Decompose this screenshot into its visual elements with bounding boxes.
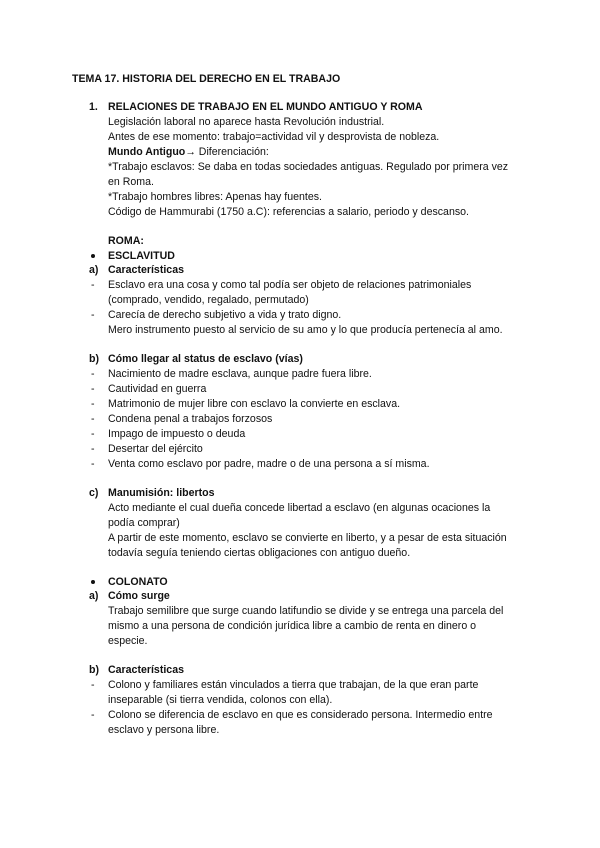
paragraph-line: A partir de este momento, esclavo se convierte en liberto, y a pesar de esta situación <box>108 532 507 544</box>
esclavitud-title: ESCLAVITUD <box>108 250 175 262</box>
dash-marker: - <box>91 413 95 425</box>
list-item: Matrimonio de mujer libre con esclavo la convierte en esclava. <box>108 398 401 410</box>
list-item-line: Colono se diferencia de esclavo en que es considerado persona. Intermedio entre <box>108 709 493 721</box>
section-number: 1. <box>89 101 98 113</box>
dash-marker: - <box>91 679 95 691</box>
list-marker: b) <box>89 353 99 365</box>
list-item-line: esclavo y persona libre. <box>108 724 220 736</box>
paragraph-line: Acto mediante el cual dueña concede libertad a esclavo (en algunas ocaciones la <box>108 502 491 514</box>
roma-heading: ROMA: <box>108 235 144 247</box>
paragraph-line: podía comprar) <box>108 517 180 529</box>
dash-marker: - <box>91 443 95 455</box>
dash-marker: - <box>91 428 95 440</box>
list-marker: a) <box>89 590 99 602</box>
dash-marker: - <box>91 458 95 470</box>
section-heading: RELACIONES DE TRABAJO EN EL MUNDO ANTIGUO Y ROMA <box>108 101 423 113</box>
mundo-antiguo-rest: → Diferenciación: <box>185 146 269 158</box>
bullet-dot <box>91 254 95 258</box>
list-item: Cautividad en guerra <box>108 383 207 395</box>
subsection-title: Características <box>108 664 184 676</box>
paragraph-line: Antes de ese momento: trabajo=actividad vil y desprovista de nobleza. <box>108 131 440 143</box>
paragraph-line: Código de Hammurabi (1750 a.C): referencias a salario, periodo y descanso. <box>108 206 469 218</box>
list-marker: c) <box>89 487 99 499</box>
list-item-line: inseparable (si tierra vendida, colonos con ella). <box>108 694 333 706</box>
dash-marker: - <box>91 279 95 291</box>
list-item-line: (comprado, vendido, regalado, permutado) <box>108 294 309 306</box>
list-marker: b) <box>89 664 99 676</box>
page-title: TEMA 17. HISTORIA DEL DERECHO EN EL TRABAJO <box>72 73 341 85</box>
colonato-title: COLONATO <box>108 576 168 588</box>
subsection-title: Cómo llegar al status de esclavo (vías) <box>108 353 303 365</box>
dash-marker: - <box>91 398 95 410</box>
paragraph-line: Legislación laboral no aparece hasta Revolución industrial. <box>108 116 385 128</box>
list-item: Condena penal a trabajos forzosos <box>108 413 273 425</box>
paragraph-line: en Roma. <box>108 176 154 188</box>
dash-marker: - <box>91 368 95 380</box>
dash-marker: - <box>91 383 95 395</box>
paragraph-line: especie. <box>108 635 148 647</box>
list-item: Impago de impuesto o deuda <box>108 428 246 440</box>
mundo-antiguo-label: Mundo Antiguo <box>108 146 186 158</box>
paragraph-line: mismo a una persona de condición jurídica libre a cambio de renta en dinero o <box>108 620 477 632</box>
list-item-line: Esclavo era una cosa y como tal podía ser objeto de relaciones patrimoniales <box>108 279 472 291</box>
list-item-line: Mero instrumento puesto al servicio de su amo y lo que producía pertenecía al amo. <box>108 324 503 336</box>
list-item-line: Colono y familiares están vinculados a tierra que trabajan, de la que eran parte <box>108 679 479 691</box>
subsection-title: Características <box>108 264 184 276</box>
dash-marker: - <box>91 309 95 321</box>
subsection-title: Cómo surge <box>108 590 170 602</box>
paragraph-line: todavía seguía teniendo ciertas obligaciones con antiguo dueño. <box>108 547 411 559</box>
paragraph-line: Trabajo semilibre que surge cuando latifundio se divide y se entrega una parcela del <box>108 605 504 617</box>
bullet-dot <box>91 580 95 584</box>
list-item: Venta como esclavo por padre, madre o de una persona a sí misma. <box>108 458 430 470</box>
paragraph-line: *Trabajo esclavos: Se daba en todas sociedades antiguas. Regulado por primera vez <box>108 161 509 173</box>
list-item: Nacimiento de madre esclava, aunque padre fuera libre. <box>108 368 372 380</box>
list-item: Desertar del ejército <box>108 443 203 455</box>
subsection-title: Manumisión: libertos <box>108 487 215 499</box>
list-marker: a) <box>89 264 99 276</box>
mundo-antiguo-line <box>108 145 269 159</box>
list-item-line: Carecía de derecho subjetivo a vida y trato digno. <box>108 309 342 321</box>
paragraph-line: *Trabajo hombres libres: Apenas hay fuentes. <box>108 191 322 203</box>
dash-marker: - <box>91 709 95 721</box>
